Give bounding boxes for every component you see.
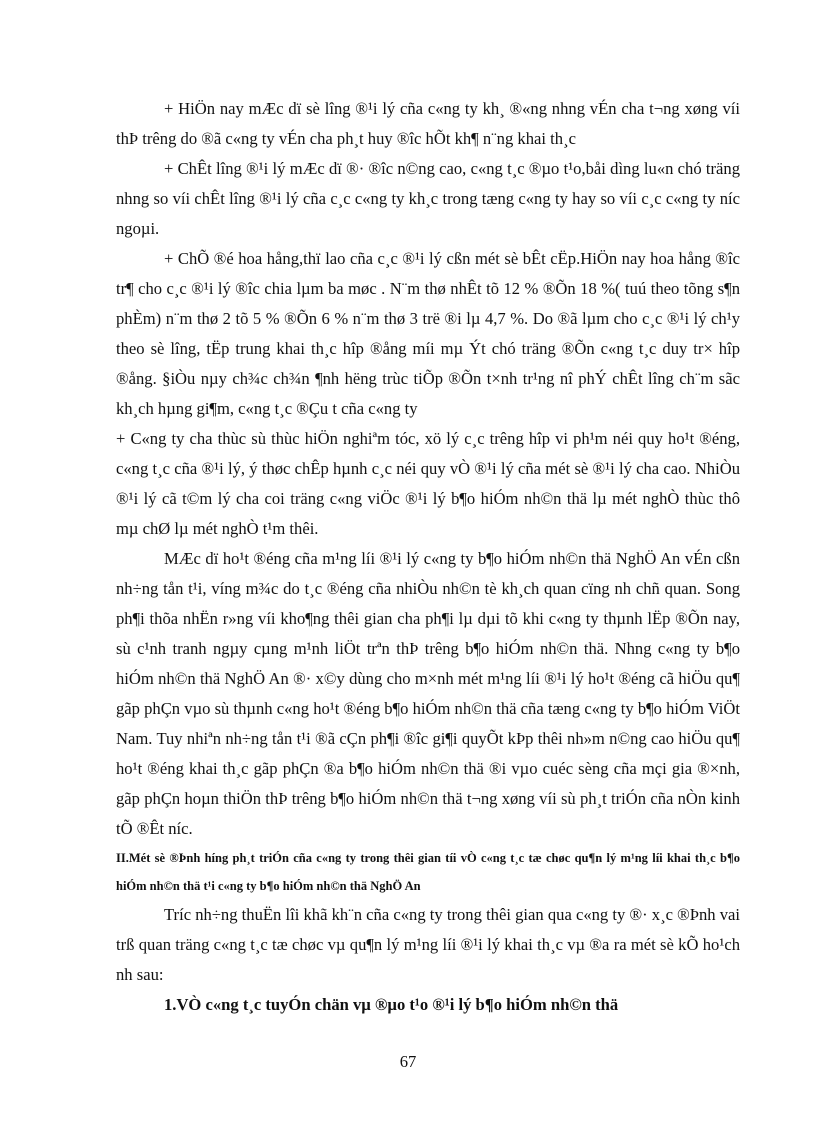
paragraph-agent-quality: + ChÊt lîng ®¹i lý mÆc dï ®· ®îc n©ng cao, c«ng t¸c ®µo t¹o,båi dìng lu«n chó träng nhng so víi chÊt lîng ®¹i lý cña c¸c c«ng ty kh¸c trong tæng c«ng ty hay so víi c¸c c«ng ty níc ngoµi. bbox=[116, 159, 740, 238]
section-heading: II.Mét sè ®Þnh híng ph¸t triÓn cña c«ng ty trong thêi gian tíi vÒ c«ng t¸c tæ chøc qu¶n lý m¹ng líi khai th¸c b¶o hiÓm nh©n thä t¹i c«ng ty b¶o hiÓm nh©n thä NghÖ An bbox=[116, 851, 740, 893]
paragraph-discipline: + C«ng ty cha thùc sù thùc hiÖn nghiªm tóc, xö lý c¸c trêng hîp vi ph¹m néi quy ho¹t ®éng, c«ng t¸c cña ®¹i lý, ý thøc chÊp hµnh c¸c néi quy vÒ ®¹i lý cña mét sè ®¹i lý cha cao. NhiÒu ®¹i lý cã t©m lý cha coi träng c«ng viÖc ®¹i lý b¶o hiÓm nh©n thä lµ mét nghÒ thùc thô mµ chØ lµ mét nghÒ t¹m thêi. bbox=[116, 429, 740, 538]
paragraph-intro: Tríc nh÷ng thuËn lîi khã kh¨n cña c«ng ty trong thêi gian qua c«ng ty ®· x¸c ®Þnh vai trß quan träng c«ng t¸c tæ chøc vµ qu¶n lý m¹ng líi ®¹i lý khai th¸c vµ ®a ra mét sè kÕ ho¹ch nh sau: bbox=[116, 905, 740, 984]
body-text bbox=[116, 94, 740, 1020]
page-number: 67 bbox=[399, 1052, 417, 1071]
paragraph-commission: + ChÕ ®é hoa hång,thï lao cña c¸c ®¹i lý cßn mét sè bÊt cËp.HiÖn nay hoa hång ®îc tr¶ cho c¸c ®¹i lý ®îc chia lµm ba møc . N¨m thø nhÊt tõ 12 % ®Õn 18 %( tuú theo tõng s¶n phÈm) n¨m thø 2 tõ 5 % ®Õn 6 % n¨m thø 3 trë ®i lµ 4,7 %. Do ®ã lµm cho c¸c ®¹i lý ch¹y theo sè lîng, tËp trung khai th¸c hîp ®ång míi mµ Ýt chó träng ®Õn c«ng t¸c duy tr× hîp ®ång. §iÒu nµy ch¾c ch¾n ¶nh hëng trùc tiÕp ®Õn t×nh tr¹ng nî phÝ chÊt lîng ch¨m sãc kh¸ch hµng gi¶m, c«ng t¸c ®Çu t cña c«ng ty bbox=[116, 249, 740, 418]
paragraph-summary: MÆc dï ho¹t ®éng cña m¹ng líi ®¹i lý c«ng ty b¶o hiÓm nh©n thä NghÖ An vÉn cßn nh÷ng tån t¹i, víng m¾c do t¸c ®éng cña nhiÒu nh©n tè kh¸ch quan cïng nh chñ quan. Song ph¶i thõa nhËn r»ng víi kho¶ng thêi gian cha ph¶i lµ dµi tõ khi c«ng ty thµnh lËp ®Õn nay, sù c¹nh tranh ngµy cµng m¹nh liÖt trªn thÞ trêng b¶o hiÓm nh©n thä. Nhng c«ng ty b¶o hiÓm nh©n thä NghÖ An ®· x©y dùng cho m×nh mét m¹ng líi ®¹i lý ho¹t ®éng cã hiÖu qu¶ gãp phÇn vµo sù thµnh c«ng ho¹t ®éng b¶o hiÓm nh©n thä cña tæng c«ng ty b¶o hiÓm ViÖt Nam. Tuy nhiªn nh÷ng tån t¹i ®ã cÇn ph¶i ®îc gi¶i quyÕt kÞp thêi nh»m n©ng cao hiÖu qu¶ ho¹t ®éng khai th¸c gãp phÇn ®a b¶o hiÓm nh©n thä ®i vµo cuéc sèng cña mçi gia ®×nh, gãp phÇn hoµn thiÖn thÞ trêng b¶o hiÓm nh©n thä t¬ng xøng víi sù ph¸t triÓn cña nÒn kinh tÕ ®Êt níc. bbox=[116, 549, 740, 838]
subheading: 1.VÒ c«ng t¸c tuyÓn chän vµ ®µo t¹o ®¹i lý b¶o hiÓm nh©n thä bbox=[164, 995, 619, 1014]
paragraph-agent-count: + HiÖn nay mÆc dï sè lîng ®¹i lý cña c«ng ty kh¸ ®«ng nhng vÉn cha t¬ng xøng víi thÞ trêng do ®ã c«ng ty vÉn cha ph¸t huy ®îc hÕt kh¶ n¨ng khai th¸c bbox=[116, 99, 740, 148]
